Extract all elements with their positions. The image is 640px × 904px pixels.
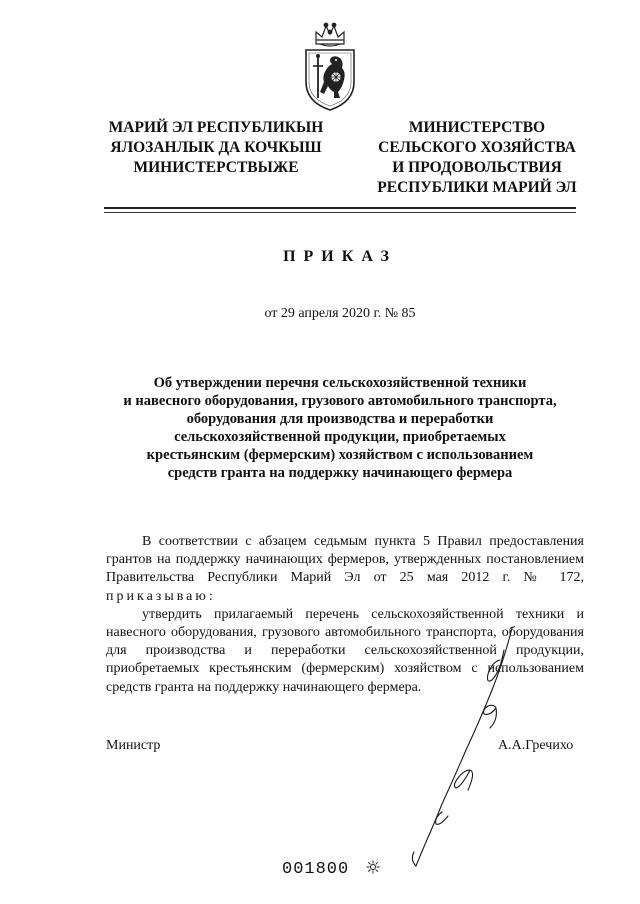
header-divider-thick [104, 207, 576, 209]
document-serial-number: 001800 [282, 860, 350, 879]
document-title-line: сельскохозяйственной продукции, приобретаемых [174, 429, 506, 445]
ministry-name-russian-line: СЕЛЬСКОГО ХОЗЯЙСТВА [378, 139, 576, 156]
document-date-number: от 29 апреля 2020 г. № 85 [264, 306, 416, 321]
ministry-name-mari-line: МАРИЙ ЭЛ РЕСПУБЛИКЫН [108, 119, 324, 136]
ministry-name-mari-line: МИНИСТЕРСТВЫЖЕ [133, 159, 299, 176]
signer-position: Министр [106, 738, 161, 753]
handwritten-signature [400, 620, 540, 870]
document-title-line: Об утверждении перечня сельскохозяйственной техники [153, 375, 527, 391]
coat-of-arms-emblem [298, 20, 362, 112]
ministry-name-russian-line: РЕСПУБЛИКИ МАРИЙ ЭЛ [377, 179, 577, 196]
document-title-line: оборудования для производства и переработки [186, 411, 494, 427]
body-paragraph-decision: утвердить прилагаемый перечень сельскохозяйственной техники и навесного оборудования, грузового автомобильного транспорта, оборудования для производства и переработки сельскохозяйственной продукции, приобретаемых крестьянским (фермерским) хозяйством с использованием средств гранта на поддержку начинающего фермера. [106, 606, 584, 695]
ministry-name-russian-line: И ПРОДОВОЛЬСТВИЯ [392, 159, 562, 176]
ornament-mark-icon [366, 860, 380, 874]
body-paragraph-basis [106, 533, 584, 606]
ministry-name-russian-line: МИНИСТЕРСТВО [408, 119, 546, 136]
basis-text: В соответствии с абзацем седьмым пункта 5 Правил предоставления грантов на поддержку начинающих фермеров, утвержденных постановлением Правительства Республики Марий Эл от 25 мая 2012 г. № 172, [106, 534, 584, 586]
document-type-heading: ПРИКАЗ [283, 248, 397, 265]
document-title-line: крестьянским (фермерским) хозяйством с использованием [146, 447, 534, 463]
header-divider-thin [104, 212, 576, 213]
signer-name: А.А.Гречихо [498, 738, 574, 753]
ministry-name-russian [360, 118, 594, 198]
ministry-name-mari-line: ЯЛОЗАНЛЫК ДА КОЧКЫШ [110, 139, 322, 156]
document-title [100, 374, 580, 482]
document-title-line: и навесного оборудования, грузового автомобильного транспорта, [123, 393, 557, 409]
ministry-name-mari [100, 118, 332, 178]
order-word: приказываю: [106, 588, 216, 604]
document-title-line: средств гранта на поддержку начинающего фермера [167, 465, 513, 481]
